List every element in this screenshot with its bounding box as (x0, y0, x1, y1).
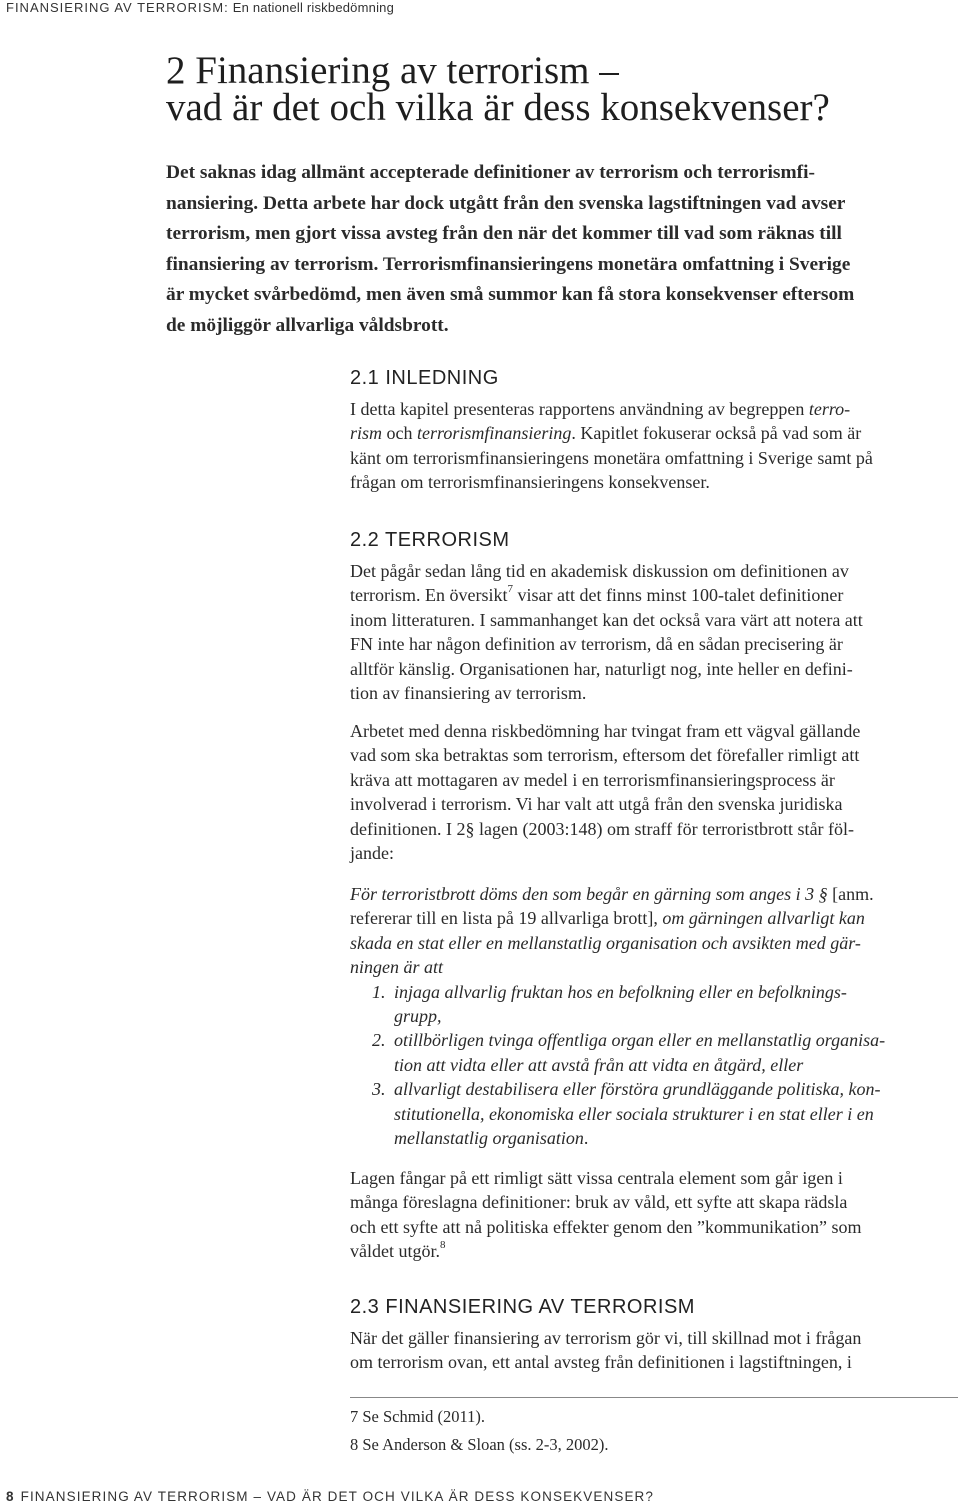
section-2-2-paragraph-3 (350, 1166, 960, 1264)
lead-paragraph (166, 158, 956, 341)
text-run: . Kapitlet fokuserar också på vad som är (571, 423, 862, 444)
text-run: och (382, 423, 418, 444)
text-run: [anm. (827, 884, 874, 904)
paragraph-line: involverad i terrorism. Vi har valt att utgå från den svenska juridiska (350, 794, 843, 815)
emphasis: För terroristbrott döms den som begår en gärning som anges i 3 § (350, 884, 828, 904)
paragraph-line: kräva att mottagaren av medel i en terrorismfinansieringsprocess är (350, 769, 835, 790)
text-run: refererar till en lista på 19 allvarliga brott], (350, 908, 663, 929)
list-number: 3. (372, 1079, 386, 1100)
text-run: våldet utgör. (350, 1241, 440, 1262)
section-2-2-paragraph-1 (350, 559, 960, 705)
chapter-title (166, 49, 926, 129)
quote-list-item-2-cont (350, 1053, 960, 1077)
lead-line: nansiering. Detta arbete har dock utgått från den svenska lagstiftningen vad avser (166, 192, 846, 214)
lead-line: Det saknas idag allmänt accepterade definitioner av terrorism och terrorismfi- (166, 162, 815, 183)
footnote-8: 8 Se Anderson & Sloan (ss. 2-3, 2002). (350, 1435, 609, 1454)
section-heading-finansiering: 2.3 FINANSIERING AV TERRORISM (350, 1296, 695, 1318)
paragraph-line: Det pågår sedan lång tid en akademisk diskussion om definitionen av (350, 561, 849, 581)
paragraph-line: frågan om terrorismfinansieringens konsekvenser. (350, 472, 710, 493)
page-number: 8 (6, 1489, 15, 1504)
paragraph-line (350, 583, 960, 607)
paragraph-line: jande: (350, 843, 394, 864)
paragraph-line: vad som ska betraktas som terrorism, eftersom det förefaller rimligt att (350, 745, 860, 766)
paragraph-line (350, 1239, 960, 1263)
paragraph-line (350, 421, 960, 445)
paragraph-line: När det gäller finansiering av terrorism gör vi, till skillnad mot i frågan (350, 1328, 862, 1348)
paragraph-line: om terrorism ovan, ett antal avsteg från definitionen i lagstiftningen, i (350, 1352, 852, 1373)
emphasis: terrorismfinansiering (417, 423, 572, 444)
quote-line (350, 955, 960, 979)
paragraph-line: FN inte har någon definition av terrorism, då en sådan precisering är (350, 634, 843, 655)
emphasis: mellanstatlig organisation (394, 1128, 584, 1149)
chapter-title-line-1: 2 Finansiering av terrorism – (166, 49, 619, 92)
footnote-7: 7 Se Schmid (2011). (350, 1407, 486, 1426)
lead-line: terrorism, men gjort vissa avsteg från den när det kommer till vad som räknas till (166, 223, 842, 244)
quote-list-item-3-cont (350, 1102, 960, 1126)
quote-list-item-3 (350, 1077, 960, 1101)
running-head-title: FINANSIERING AV TERRORISM: (6, 0, 229, 15)
section-heading-terrorism: 2.2 TERRORISM (350, 529, 510, 551)
paragraph-line: många föreslagna definitioner: bruk av våld, ett syfte att skapa rädsla (350, 1192, 848, 1213)
text-run: visar att det finns minst 100-talet definitioner (512, 585, 844, 606)
emphasis: skada en stat eller en mellanstatlig organisation och avsikten med gär- (350, 932, 861, 953)
emphasis: stitutionella, ekonomiska eller sociala strukturer i en stat eller i en (394, 1103, 874, 1124)
chapter-title-line-2: vad är det och vilka är dess konsekvenser? (166, 86, 830, 129)
quote-list-item-1-cont (350, 1004, 960, 1028)
footer-title: FINANSIERING AV TERRORISM – VAD ÄR DET OCH VILKA ÄR DESS KONSEKVENSER? (20, 1489, 655, 1504)
text-run: allvarligt destabilisera eller förstöra grundläggande politiska, kon- (394, 1079, 881, 1100)
text-run: injaga allvarlig fruktan hos en befolkning eller en befolknings- (394, 981, 847, 1002)
list-number: 1. (372, 981, 386, 1002)
lead-line: finansiering av terrorism. Terrorismfinansieringens monetära omfattning i Sverige (166, 253, 851, 275)
emphasis: rism (350, 423, 383, 444)
section-2-2-paragraph-2 (350, 719, 960, 865)
text-run: I detta kapitel presenteras rapportens användning av begreppen (350, 399, 809, 419)
paragraph-line: alltför känslig. Organisationen har, naturligt nog, inte heller en defini- (350, 658, 853, 679)
lead-line: de möjliggör allvarliga våldsbrott. (166, 314, 449, 336)
emphasis: grupp, (394, 1006, 442, 1027)
paragraph-line: Lagen fångar på ett rimligt sätt vissa centrala element som går igen i (350, 1168, 843, 1188)
footnotes (350, 1403, 609, 1459)
paragraph-line: definitionen. I 2§ lagen (2003:148) om straff för terroristbrott står föl- (350, 818, 855, 839)
quote-line (350, 931, 960, 955)
emphasis: tion att vidta eller att avstå från att vidta en åtgärd, eller (394, 1054, 804, 1075)
quote-line (350, 906, 960, 930)
page-footer (6, 1489, 654, 1504)
running-head-subtitle: En nationell riskbedömning (232, 0, 395, 15)
paragraph-line (350, 397, 960, 421)
emphasis: ningen är att (350, 957, 443, 978)
section-2-1-paragraph (350, 397, 960, 495)
footnote-divider (350, 1397, 958, 1398)
quote-list-item-1 (350, 980, 960, 1004)
running-head (6, 0, 394, 15)
paragraph-line: känt om terrorismfinansieringens monetära omfattning i Sverige samt på (350, 447, 873, 468)
quote-list-item-2 (350, 1028, 960, 1052)
section-heading-inledning: 2.1 INLEDNING (350, 367, 499, 389)
paragraph-line: Arbetet med denna riskbedömning har tvingat fram ett vägval gällande (350, 721, 861, 741)
paragraph-line: inom litteraturen. I sammanhanget kan det också vara värt att notera att (350, 609, 863, 630)
quote-list-item-3-cont (350, 1126, 960, 1150)
emphasis: om gärningen allvarligt kan (662, 908, 865, 929)
law-quote (350, 882, 960, 1150)
section-2-3-paragraph (350, 1326, 960, 1375)
text-run: . (583, 1128, 589, 1149)
list-number: 2. (372, 1030, 386, 1051)
text-run: otillbörligen tvinga offentliga organ eller en mellanstatlig organisa- (394, 1030, 886, 1051)
footnote-ref-8: 8 (439, 1239, 446, 1252)
emphasis: terro- (808, 399, 851, 419)
quote-line (350, 882, 960, 906)
paragraph-line: och ett syfte att nå politiska effekter genom den ”kommunikation” som (350, 1216, 862, 1237)
footnote-ref-7: 7 (507, 583, 513, 596)
paragraph-line: tion av finansiering av terrorism. (350, 683, 587, 704)
lead-line: är mycket svårbedömd, men även små summor kan få stora konsekvenser eftersom (166, 284, 855, 305)
text-run: terrorism. En översikt (350, 585, 508, 606)
